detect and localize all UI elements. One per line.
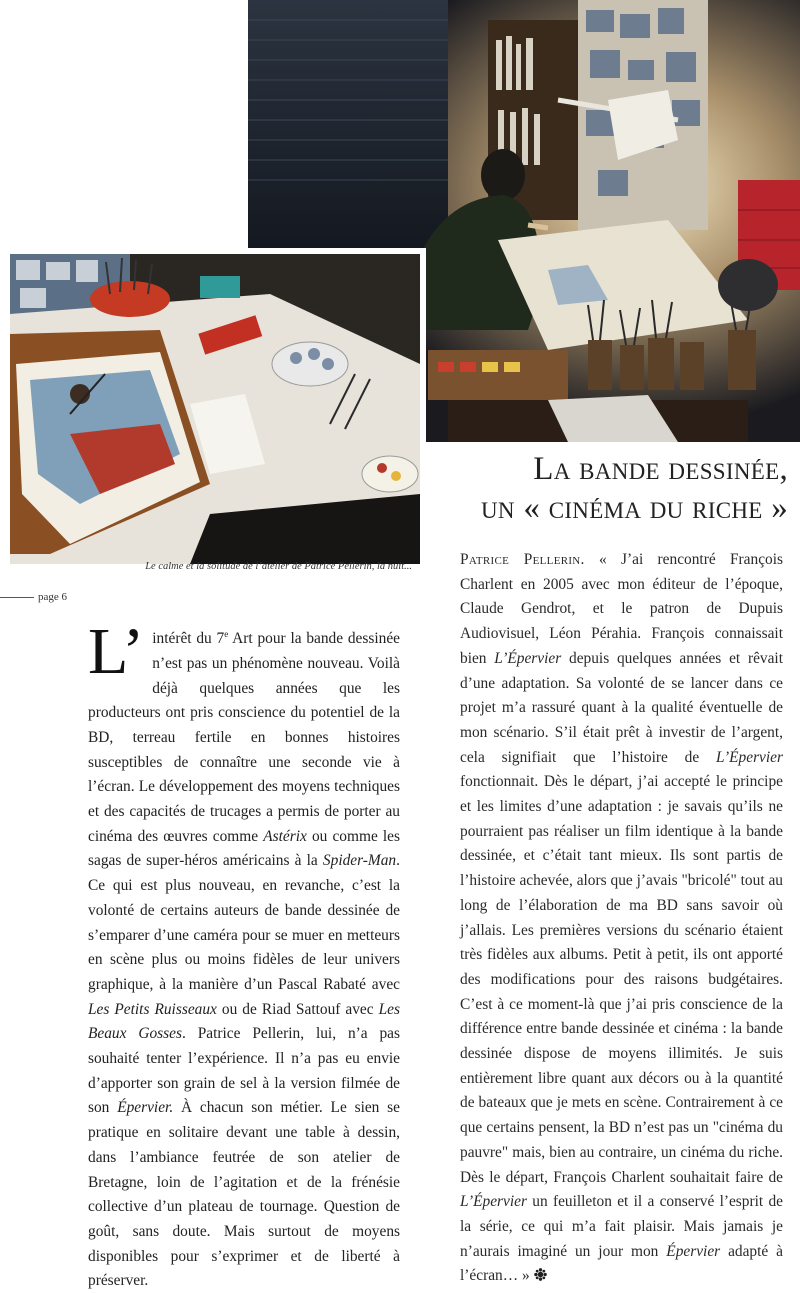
quote-text: fonctionnait. Dès le départ, j’ai accepté le principe et les limites d’une adaptation : je savais qu’ils ne pourraient pas réaliser un film identique à la bande dessinée, et c’était tant mieux. Ils sont partis de l’histoire achevée, alors que j’avais "bricolé" tout au long de l’élaboration de ma BD sans savoir où j’allais. Les premières versions du scénario étaient très fidèles aux albums. Petit à petit, ils ont apporté des modifications pour des raisons budgétaires. C’est à ce moment-là que j’ai pris conscience de la différence entre bande dessinée et cinéma : la bande dessinée dispose de moyens illimités. Je suis entièrement libre quant aux décors ou à la quantité de bateaux que je mets en scène. Contrairement à ce que certains pensent, la BD n’est pas un "cinéma du pauvre" mais, bien au contraire, un cinéma du riche. Dès le départ, François Charlent souhaitait faire de — [460, 773, 783, 1186]
work-title: Astérix — [263, 827, 307, 845]
speaker-name: Patrice Pellerin. — [460, 551, 585, 568]
article-right-column — [460, 548, 783, 1289]
work-title: L’Épervier — [460, 1193, 527, 1211]
end-ornament-icon — [534, 1265, 547, 1290]
body-text: ou comme les sagas de super-héros américains à la — [88, 827, 400, 870]
quote-text: un feuilleton et il a conservé l’esprit de la série, ce qui m’a fait plaisir. Mais jamais je n’aurais imaginé un jour mon — [460, 1193, 783, 1260]
work-title: Spider-Man — [322, 852, 397, 870]
body-text: ou de Riad Sattouf avec — [216, 1000, 379, 1018]
headline-line-2: un « cinéma du riche » — [480, 490, 788, 526]
page-number-label: page 6 — [38, 591, 68, 603]
work-title: L’Épervier — [494, 649, 562, 667]
work-title: L’Épervier — [716, 748, 783, 766]
article-left-column — [88, 615, 401, 1294]
body-text: À chacun son métier. Le sien se pratique en solitaire devant une table à dessin, dans l’ambiance feutrée de son atelier de Bretagne, loin de l’agitation et de la frénésie collective d’un plateau de tournage. Question de goût, sans doute. Mais surtout de moyens disponibles pour s’exprimer et de liberté à préserver. — [88, 1099, 400, 1290]
drop-cap: L’ — [88, 615, 145, 688]
quote-text: adapté à l’écran… » — [460, 1242, 783, 1285]
work-title: Épervier. — [117, 1099, 174, 1117]
work-title: Épervier — [666, 1242, 721, 1260]
superscript: e — [224, 629, 229, 639]
quote-text: « J’ai rencontré François Charlent en 2005 avec mon éditeur de l’époque, Claude Gendrot, et le patron de Dupuis Audiovisuel, Léon Pérahia. François connaissait bien — [460, 551, 783, 667]
desk-photo — [4, 248, 426, 570]
body-text: intérêt du 7 — [152, 630, 225, 648]
body-text: . Patrice Pellerin, lui, n’a pas souhaité tenter l’expérience. Il n’a pas eu envie d’apporter son grain de sel à la version filmée de son — [88, 1025, 400, 1117]
headline — [428, 450, 788, 528]
work-title: Les Beaux Gosses — [88, 1000, 401, 1043]
work-title: Les Petits Ruisseaux — [88, 1000, 217, 1018]
body-text: Art pour la bande dessinée n’est pas un phénomène nouveau. Voilà déjà quelques années que les producteurs ont pris conscience du potentiel de la BD, terreau fertile en bonnes histoires susceptibles de connaître une seconde vie à l’écran. Le développement des moyens techniques et des capacités de trucages a permis de porter au cinéma des œuvres comme — [88, 630, 400, 845]
quote-text: depuis quelques années et rêvait d’une adaptation. Sa volonté de se lancer dans ce projet m’a rassuré quant à la qualité éventuelle de mon scénario. S’il était prêt à investir de l’argent, cela signifiait que l’histoire de — [460, 649, 783, 766]
body-text: . Ce qui est plus nouveau, en revanche, c’est la volonté de certains auteurs de bande dessinée de s’emparer d’une caméra pour se muer en metteurs en scène plus ou moins fidèles de leur univers graphique, à la manière d’un Pascal Rabaté avec — [88, 852, 400, 993]
page-number — [0, 591, 67, 603]
photo-caption: Le calme et la solitude de l’atelier de Patrice Pellerin, la nuit... — [145, 561, 412, 572]
page-rule — [0, 597, 34, 598]
headline-line-1: La bande dessinée, — [533, 451, 788, 487]
